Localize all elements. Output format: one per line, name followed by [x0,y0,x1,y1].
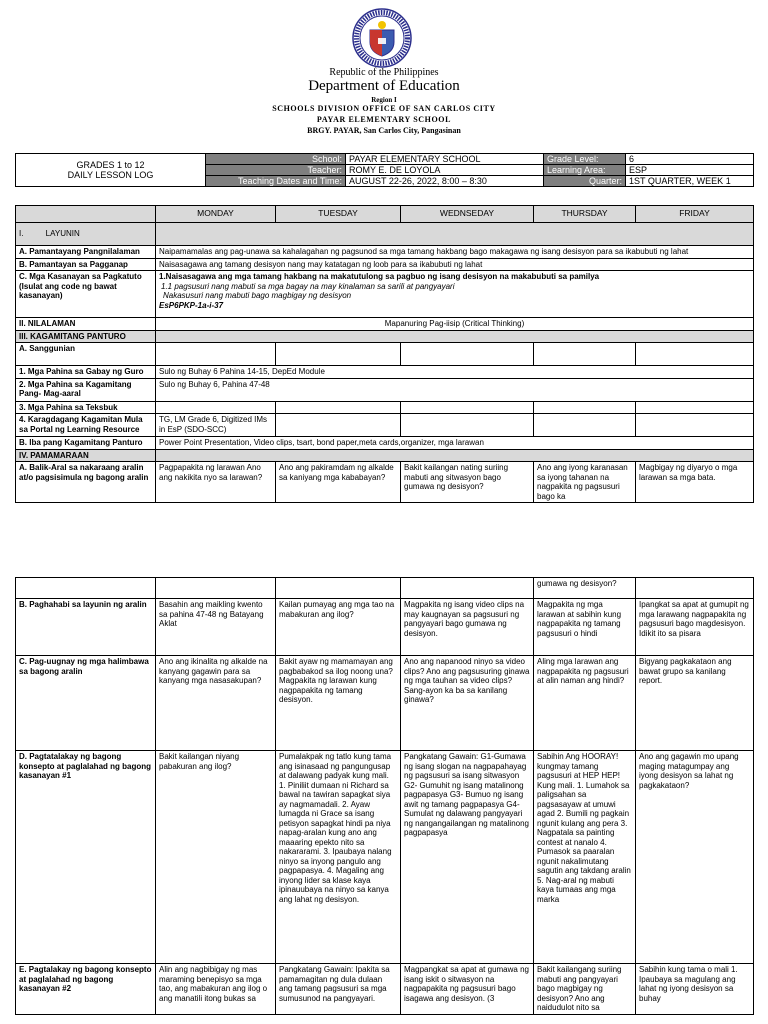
balik-aral-thursday-continued: gumawa ng desisyon? [534,578,636,599]
karagdagang-kagamitan-text: TG, LM Grade 6, Digitized IMs in EsP (SDO-SCC) [156,414,276,437]
paghahabi-wednesday: Magpakita ng isang video clips na may kaugnayan sa pagsusuri ng pangyayari bago gumawa ng desisyon. [401,599,534,656]
pamantayan-sa-pagganap-text: Naisasagawa ang tamang desisyon nang may katatagan ng loob para sa ikabubuti ng lahat [156,258,754,271]
grade-level-value: 6 [626,154,754,165]
gabay-ng-guro-text: Sulo ng Buhay 6 Pahina 14-15, DepEd Module [156,366,754,379]
row-label-pagtalakay-2: E. Pagtalakay ng bagong konsepto at paglalahad ng bagong kasanayan #2 [16,964,156,1015]
department-title: Department of Education [308,78,460,94]
nilalaman-text: Mapanuring Pag-iisip (Critical Thinking) [156,318,754,331]
cell [534,401,636,414]
cell [534,414,636,437]
school-address-line: BRGY. PAYAR, San Carlos City, Pangasinan [307,126,461,135]
pagtatalakay-1-thursday: Sabihin Ang HOORAY! kungmay tamang pagsusuri at HEP HEP! Kung mali. 1. Lumahok sa paligsahan sa pagsasayaw at umuwi agad 2. Bumili ng pagkain ngunit kulang ang pera 3. Nagpatala sa painting contest at nanalo 4. Pumasok sa paaralan ngunit nakalimutang sagutin ang takdang aralin 5. Nag-aral ng mabuti kaya tumaas ang mga marka [534,751,636,964]
day-thursday: THURSDAY [534,206,636,223]
paghahabi-friday: Ipangkat sa apat at gumupit ng mga larawang nagpapakita ng pagsusuri bago magdesisyon. Idikit ito sa pisara [636,599,754,656]
cell [401,343,534,366]
kasanayan-sub: 1.1 pagsusuri nang mabuti sa mga bagay na may kinalaman sa sarili at pangyayari [161,281,455,291]
cell [401,401,534,414]
row-label-iba-pang-kagamitan: B. Iba pang Kagamitang Panturo [16,437,156,450]
row-label-balik-aral: A. Balik-Aral sa nakaraang aralin at/o pagsisimula ng bagong aralin [16,462,156,503]
day-tuesday: TUESDAY [276,206,401,223]
pagtatalakay-1-tuesday: Pumalakpak ng tatlo kung tama ang isinasaad ng pangungusap at dalawang padyak kung mali. 1. Piniliit dumaan ni Richard sa bawal na tawiran sapagkat siya ay nagmamadali. 2. Ayaw lumagda ni Grace sa isang petisyon sapagkat hindi pa niya napag-aralan kung ano ang maaaring epekto nito sa nakararami. 3. Ipaubaya nalang ninyo sa inyong pangulo ang pagpapasya. 4. Magaling ang inyong lider sa klase kaya ipinauubaya na ninyo sa kanya ang lahat ng desisyon. [276,751,401,964]
day-monday: MONDAY [156,206,276,223]
lesson-log-table-page2 [15,577,754,1015]
paghahabi-tuesday: Kailan pumayag ang mga tao na mabakuran ang ilog? [276,599,401,656]
lesson-log-table-page1 [15,205,754,503]
kasanayan-code: EsP6PKP-1a-i-37 [159,300,224,310]
region-line: Region I [371,96,397,104]
day-friday: FRIDAY [636,206,754,223]
pagtatalakay-1-friday: Ano ang gagawin mo upang maging matagumpay ang iyong desisyon sa lahat ng pagkakataon? [636,751,754,964]
cell [636,343,754,366]
teacher-label: Teacher: [206,165,346,176]
kagamitang-mag-aaral-text: Sulo ng Buhay 6, Pahina 47-48 [156,378,754,401]
paghahabi-thursday: Magpakita ng mga larawan at sabihin kung nagpapakita ng tamang pagsusuri o hindi [534,599,636,656]
section-layunin-fill [156,223,754,246]
pag-uugnay-tuesday: Bakit ayaw ng mamamayan ang pagbabakod sa ilog noong una? Magpakita ng larawan kung nagpapakita ng tamang desisyon. [276,656,401,751]
quarter-label: Quarter: [544,176,626,187]
grade-level-label: Grade Level: [544,154,626,165]
pagtalakay-2-wednesday: Magpangkat sa apat at gumawa ng isang iskit o sitwasyon na nagpapakita ng pagsusuri bago isagawa ang desisyon. (3 [401,964,534,1015]
row-label-pagtatalakay-1: D. Pagtatalakay ng bagong konsepto at paglalahad ng bagong kasanayan #1 [16,751,156,964]
balik-aral-friday: Magbigay ng diyaryo o mga larawan sa mga bata. [636,462,754,503]
section-kagamitan-fill [156,330,754,343]
pagtalakay-2-thursday: Bakit kailangang suriing mabuti ang pangyayari bago magbigay ng desisyon? Ano ang naidudulot nito sa [534,964,636,1015]
cell [401,414,534,437]
teacher-value: ROMY E. DE LOYOLA [346,165,544,176]
lesson-info-table [15,153,754,187]
pagtalakay-2-monday: Alin ang nagbibigay ng mas maraming benepisyo sa mga tao, ang mabakuran ang ilog o ang manatili itong bukas sa [156,964,276,1015]
corner-cell [16,206,156,223]
school-value: PAYAR ELEMENTARY SCHOOL [346,154,544,165]
school-label: School: [206,154,346,165]
pag-uugnay-wednesday: Ano ang napanood ninyo sa video clips? Ano ang pagsusuring ginawa ng mga tauhan sa video clips? Sang-ayon ka ba sa kanilang ginawa? [401,656,534,751]
balik-aral-thursday: Ano ang iyong karanasan sa iyong tahanan na nagpakita ng pagsusuri bago ka [534,462,636,503]
cell [16,578,156,599]
cell [276,414,401,437]
cell [401,578,534,599]
cell [156,343,276,366]
row-label-kagamitang-mag-aaral: 2. Mga Pahina sa Kagamitang Pang- Mag-aaral [16,378,156,401]
cell [636,414,754,437]
republic-line: Republic of the Philippines [329,67,439,78]
paghahabi-monday: Basahin ang maikling kwento sa pahina 47-48 ng Batayang Aklat [156,599,276,656]
cell [534,343,636,366]
row-label-nilalaman: II. NILALAMAN [16,318,156,331]
row-label-paghahabi: B. Paghahabi sa layunin ng aralin [16,599,156,656]
pagtatalakay-1-wednesday: Pangkatang Gawain: G1-Gumawa ng isang slogan na nagpapahayag ng pagsusuri sa isang sitwasyon G2- Gumuhit ng isang matalinong pagpapasya G3- Bumuo ng isang awit ng tamang pagpapasya G4- Sumulat ng dalawang pangyayari ng nangangailangan ng matalinong pagpapasya [401,751,534,964]
row-label-pamantayang-pangnilalaman: A. Pamantayang Pangnilalaman [16,246,156,259]
pagtalakay-2-friday: Sabihin kung tama o mali 1. Ipaubaya sa magulang ang lahat ng iyong desisyon sa buhay [636,964,754,1015]
cell [276,343,401,366]
balik-aral-tuesday: Ano ang pakiramdam ng alkalde sa kaniyang mga kababayan? [276,462,401,503]
balik-aral-wednesday: Bakit kailangan nating suriing mabuti ang sitwasyon bago gumawa ng desisyon? [401,462,534,503]
row-label-gabay-ng-guro: 1. Mga Pahina sa Gabay ng Guro [16,366,156,379]
cell [276,578,401,599]
pagtalakay-2-tuesday: Pangkatang Gawain: Ipakita sa pamamagitan ng dula dulaan ang tamang pagsusuri sa mga sumusunod na pangyayari. [276,964,401,1015]
section-pamamaraan: IV. PAMAMARAAN [16,449,156,462]
kasanayan-main: 1.Naisasagawa ang mga tamang hakbang na makatutulong sa pagbuo ng isang desisyon na makabubuti sa pamilya [159,272,600,281]
cell [276,401,401,414]
quarter-value: 1ST QUARTER, WEEK 1 [626,176,754,187]
section-layunin: I. LAYUNIN [16,223,156,246]
grades-title [16,154,206,187]
row-label-sanggunian: A. Sanggunian [16,343,156,366]
deped-seal-logo [352,8,412,68]
cell [156,578,276,599]
day-wednesday: WEDNSEDAY [401,206,534,223]
balik-aral-monday: Pagpapakita ng larawan Ano ang nakikita nyo sa larawan? [156,462,276,503]
section-pamamaraan-fill [156,449,754,462]
grades-line-2: DAILY LESSON LOG [67,170,154,180]
cell [156,401,276,414]
pagtatalakay-1-monday: Bakit kailangan niyang pabakuran ang ilog? [156,751,276,964]
learning-area-value: ESP [626,165,754,176]
iba-pang-kagamitan-text: Power Point Presentation, Video clips, tsart, bond paper,meta cards,organizer, mga larawan [156,437,754,450]
pamantayang-pangnilalaman-text: Naipamamalas ang pag-unawa sa kahalagahan ng pagsunod sa mga tamang hakbang bago makagawa ng isang desisyon para sa ikabubuti ng lahat [156,246,754,259]
dates-value: AUGUST 22-26, 2022, 8:00 – 8:30 [346,176,544,187]
kasanayan-detail: Nakasusuri nang mabuti bago magbigay ng desisyon [163,291,352,300]
row-label-pag-uugnay: C. Pag-uugnay ng mga halimbawa sa bagong aralin [16,656,156,751]
grades-line-1: GRADES 1 to 12 [76,160,145,170]
row-label-teksbuk: 3. Mga Pahina sa Teksbuk [16,401,156,414]
row-label-karagdagang-kagamitan: 4. Karagdagang Kagamitan Mula sa Portal ng Learning Resource [16,414,156,437]
school-name-line: PAYAR ELEMENTARY SCHOOL [316,115,452,124]
kasanayan-cell [156,271,754,318]
pag-uugnay-friday: Bigyang pagkakataon ang bawat grupo sa kanilang report. [636,656,754,751]
cell [636,401,754,414]
dates-label: Teaching Dates and Time: [206,176,346,187]
pag-uugnay-monday: Ano ang ikinalita ng alkalde na kanyang gagawin para sa kanyang mga nasasakupan? [156,656,276,751]
learning-area-label: Learning Area: [544,165,626,176]
division-line: SCHOOLS DIVISION OFFICE OF SAN CARLOS CITY [272,104,496,113]
row-label-kasanayan: C. Mga Kasanayan sa Pagkatuto (Isulat ang code ng bawat kasanayan) [16,271,156,318]
row-label-pamantayan-sa-pagganap: B. Pamantayan sa Pagganap [16,258,156,271]
cell [636,578,754,599]
section-kagamitang-panturo: III. KAGAMITANG PANTURO [16,330,156,343]
pag-uugnay-thursday: Aling mga larawan ang nagpapakita ng pagsusuri at alin naman ang hindi? [534,656,636,751]
